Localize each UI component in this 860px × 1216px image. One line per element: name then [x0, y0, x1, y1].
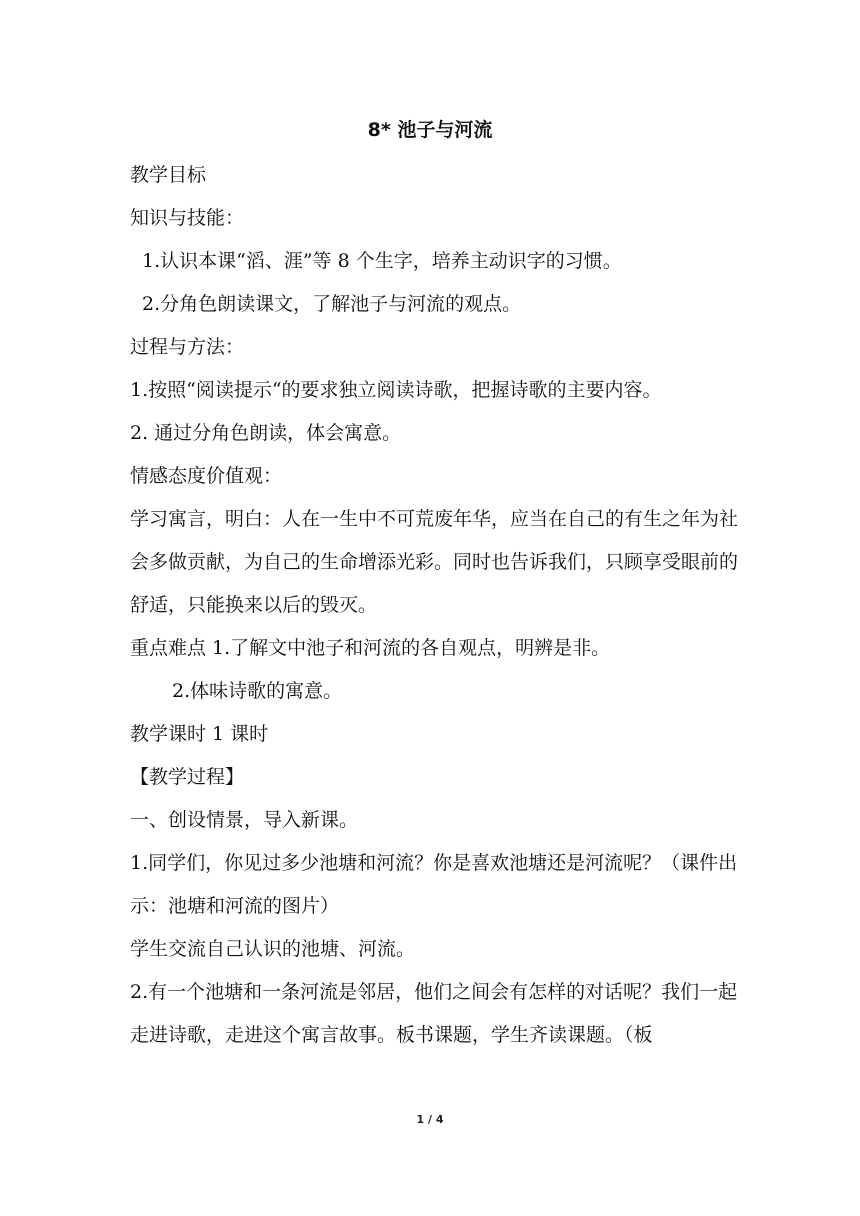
paragraph: 1.同学们，你见过多少池塘和河流？你是喜欢池塘还是河流呢？（课件出示：池塘和河流的图片） — [130, 852, 738, 917]
list-item: 1.按照“阅读提示“的要求独立阅读诗歌，把握诗歌的主要内容。 — [130, 379, 662, 401]
paragraph-key-points: 重点难点 1.了解文中池子和河流的各自观点，明辨是非。 — [130, 637, 611, 659]
paragraph: 2.有一个池塘和一条河流是邻居，他们之间会有怎样的对话呢？我们一起走进诗歌，走进这个寓言故事。板书课题，学生齐读课题。（板 — [130, 981, 738, 1046]
subheading-knowledge-skills: 知识与技能： — [130, 207, 245, 229]
subheading-process-methods: 过程与方法： — [130, 336, 245, 358]
list-item: 2.分角色朗读课文，了解池子与河流的观点。 — [142, 293, 522, 315]
paragraph: 学习寓言，明白：人在一生中不可荒废年华，应当在自己的有生之年为社会多做贡献，为自己的生命增添光彩。同时也告诉我们，只顾享受眼前的舒适，只能换来以后的毁灭。 — [130, 508, 739, 616]
document-title: 8* 池子与河流 — [367, 119, 493, 141]
section-heading-process: 【教学过程】 — [130, 766, 245, 788]
subheading-emotion-values: 情感态度价值观： — [130, 465, 283, 487]
paragraph-class-hours: 教学课时 1 课时 — [130, 723, 269, 745]
paragraph: 学生交流自己认识的池塘、河流。 — [130, 938, 416, 960]
paragraph-step-heading: 一、创设情景，导入新课。 — [130, 809, 359, 831]
list-item: 2.体味诗歌的寓意。 — [172, 680, 343, 702]
section-heading-objectives: 教学目标 — [130, 164, 207, 186]
list-item: 2. 通过分角色朗读，体会寓意。 — [130, 422, 402, 444]
page-number: 1 / 4 — [416, 1113, 444, 1126]
list-item: 1.认识本课“滔、涯”等 8 个生字，培养主动识字的习惯。 — [142, 250, 622, 272]
document-body — [130, 154, 740, 1057]
